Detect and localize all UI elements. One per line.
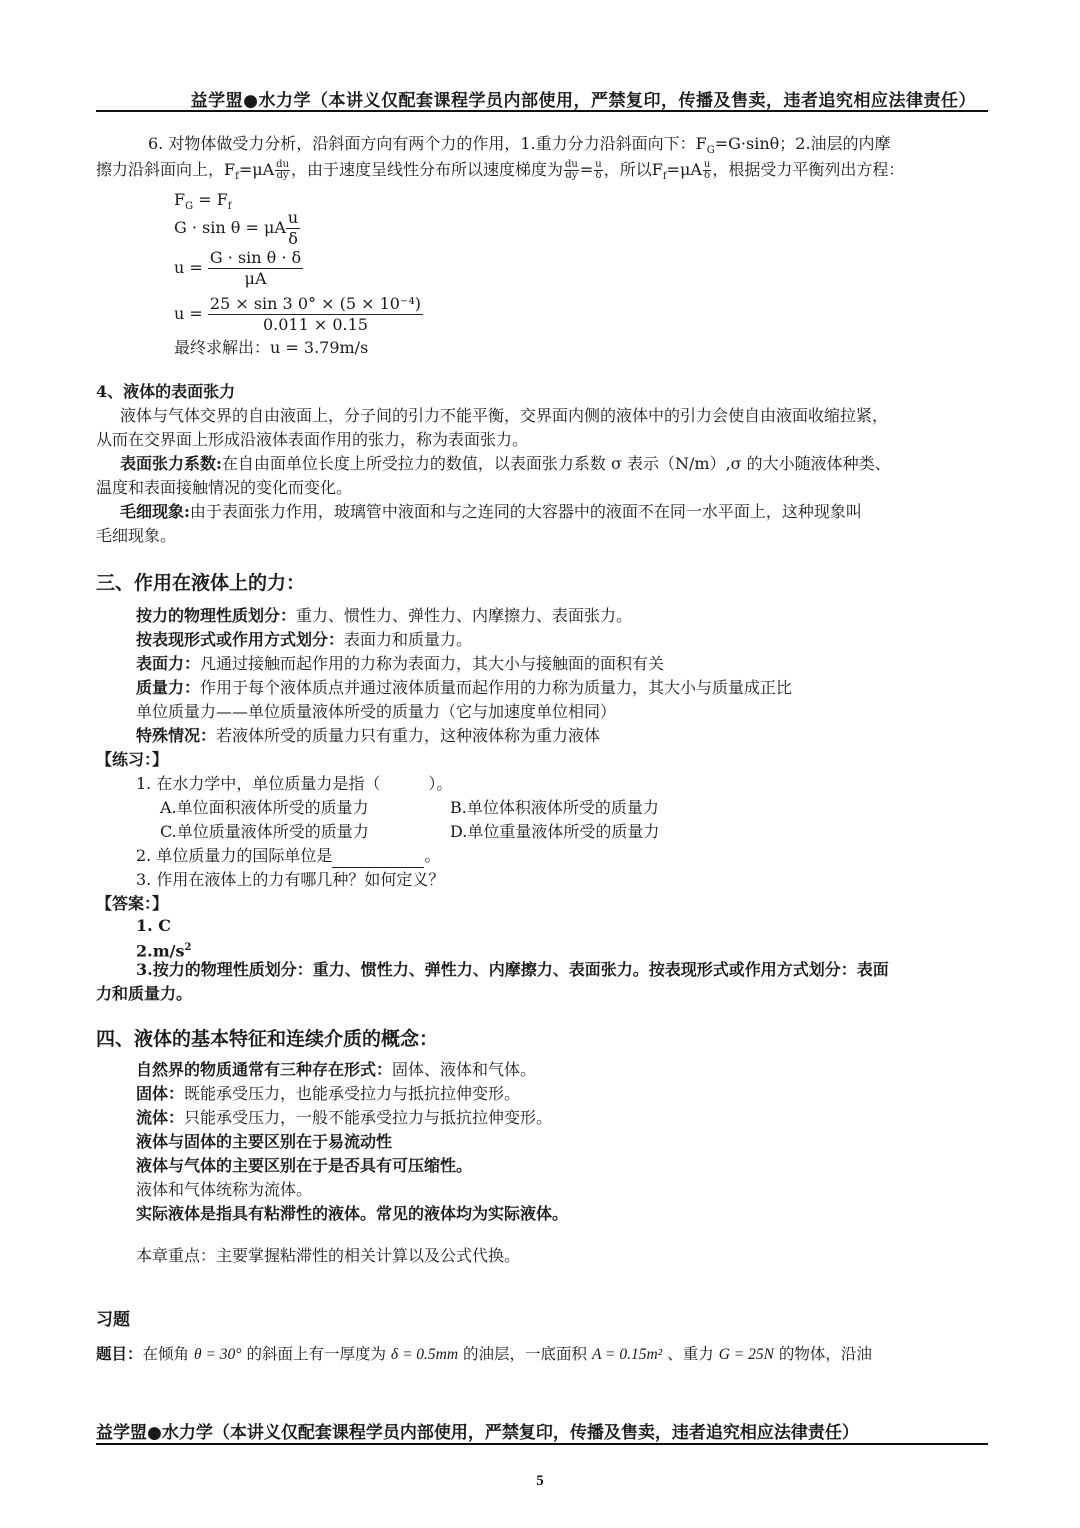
page-header: 益学盟●水力学（本讲义仅配套课程学员内部使用，严禁复印，传播及售卖，违者追究相应法律责任） <box>190 91 976 111</box>
exercise-title: 习题 <box>96 1310 130 1330</box>
footer-rule <box>96 1443 988 1445</box>
practice-q2: 2. 单位质量力的国际单位是 。 <box>136 844 986 868</box>
practice-title: 【练习：】 <box>96 750 169 769</box>
section-4b-line6: 液体和气体统称为流体。 <box>136 1180 313 1199</box>
section-3-title: 三、作用在液体上的力： <box>96 572 306 594</box>
equation-2: G · sin θ = μA $\frac{u}{\delta}$ <box>174 208 299 248</box>
section-4b-line7: 实际液体是指具有粘滞性的液体。常见的液体均为实际液体。 <box>136 1204 569 1223</box>
answer-3: 3.按力的物理性质划分：重力、惯性力、弹性力、内摩擦力、表面张力。按表现形式或作用方式划分：表面 <box>136 960 889 979</box>
section-4-para1: 液体与气体交界的自由液面上，分子间的引力不能平衡，交界面内侧的液体中的引力会使自由液面收缩拉紧， <box>120 406 889 425</box>
practice-q3: 3. 作用在液体上的力有哪几种？如何定义？ <box>136 870 445 889</box>
section-4-para2b: 温度和表面接触情况的变化而变化。 <box>96 478 353 497</box>
answer-2: $2.m/s^2$ <box>136 941 192 961</box>
practice-option-d: D.单位重量液体所受的质量力 <box>450 822 660 841</box>
page-footer: 益学盟●水力学（本讲义仅配套课程学员内部使用，严禁复印，传播及售卖，违者追究相应法律责任） <box>96 1423 859 1443</box>
section-4b-line4: 液体与固体的主要区别在于易流动性 <box>136 1132 393 1151</box>
section-4b-line2: 固体：既能承受压力，也能承受拉力与抵抗拉伸变形。 <box>136 1084 521 1103</box>
answer-blank <box>332 851 424 868</box>
section-4-para3b: 毛细现象。 <box>96 526 177 545</box>
q6-line2: 擦力沿斜面向上，$F_f=\mu A$ $\frac{du}{dy}$ ，由于速度呈线性分布所以速度梯度为 $\frac{du}{dy}$ = $\frac{u}{\delta}$ ，所以$F_f=\mu A$ $\frac{u}{\delta}$ ，根据受力平衡列出方程： <box>96 159 905 183</box>
equation-1: $F_G = F_f$ <box>174 190 232 213</box>
answer-1: 1. C <box>136 916 172 935</box>
section-3-line4: 质量力：作用于每个液体质点并通过液体质量而起作用的力称为质量力，其大小与质量成正比 <box>136 678 793 697</box>
section-3-line1: 按力的物理性质划分：重力、惯性力、弹性力、内摩擦力、表面张力。 <box>136 606 633 625</box>
header-rule <box>96 110 988 112</box>
section-4b-title: 四、液体的基本特征和连续介质的概念： <box>96 1028 439 1050</box>
equation-5: 最终求解出：u = 3.79m/s <box>174 338 369 357</box>
page-number: 5 <box>536 1473 544 1489</box>
section-4-para3: 毛细现象:由于表面张力作用，玻璃管中液面和与之连同的大容器中的液面不在同一水平面上，这种现象叫 <box>120 502 862 521</box>
section-3-line5: 单位质量力——单位质量液体所受的质量力（它与加速度单位相同） <box>136 702 617 721</box>
equation-3: u = $\frac{\text{G · sin θ · δ}}{\mu A}$ <box>174 248 302 288</box>
section-4-para1b: 从而在交界面上形成沿液体表面作用的张力，称为表面张力。 <box>96 430 529 449</box>
practice-option-c: C.单位质量液体所受的质量力 <box>160 822 369 841</box>
section-3-line2: 按表现形式或作用方式划分：表面力和质量力。 <box>136 630 473 649</box>
answers-title: 【答案：】 <box>96 894 169 913</box>
section-3-line3: 表面力：凡通过接触而起作用的力称为表面力，其大小与接触面的面积有关 <box>136 654 665 673</box>
section-4b-line5: 液体与气体的主要区别在于是否具有可压缩性。 <box>136 1156 473 1175</box>
q6-line1: 6. 对物体做受力分析，沿斜面方向有两个力的作用，1.重力分力沿斜面向下：$F_G=G\cdot\sin\theta$；2.油层的内摩 <box>148 134 891 157</box>
answer-3b: 力和质量力。 <box>96 984 193 1003</box>
section-4b-line1: 自然界的物质通常有三种存在形式：固体、液体和气体。 <box>136 1060 537 1079</box>
exercise-question: 题目：在倾角 θ = 30° 的斜面上有一厚度为 δ = 0.5mm 的油层，一底面积 A = 0.15m² 、重力 G = 25N 的物体，沿油 <box>96 1344 872 1363</box>
section-4-para2: 表面张力系数:在自由面单位长度上所受拉力的数值，以表面张力系数 σ 表示（N/m）,σ 的大小随液体种类、 <box>120 454 891 473</box>
chapter-key-points: 本章重点：主要掌握粘滞性的相关计算以及公式代换。 <box>136 1246 521 1265</box>
practice-option-b: B.单位体积液体所受的质量力 <box>450 798 659 817</box>
practice-q1: 1. 在水力学中，单位质量力是指（ ）。 <box>136 774 453 793</box>
equation-4: u = $\frac{\text{25 × sin 3 0° × (5 × 10⁻⁴)}}{0.011 \times 0.15}$ <box>174 294 422 334</box>
practice-option-a: A.单位面积液体所受的质量力 <box>160 798 369 817</box>
section-4b-line3: 流体：只能承受压力，一般不能承受拉力与抵抗拉伸变形。 <box>136 1108 553 1127</box>
section-3-line6: 特殊情况：若液体所受的质量力只有重力，这种液体称为重力液体 <box>136 726 601 745</box>
section-4-title: 4、液体的表面张力 <box>96 382 236 401</box>
